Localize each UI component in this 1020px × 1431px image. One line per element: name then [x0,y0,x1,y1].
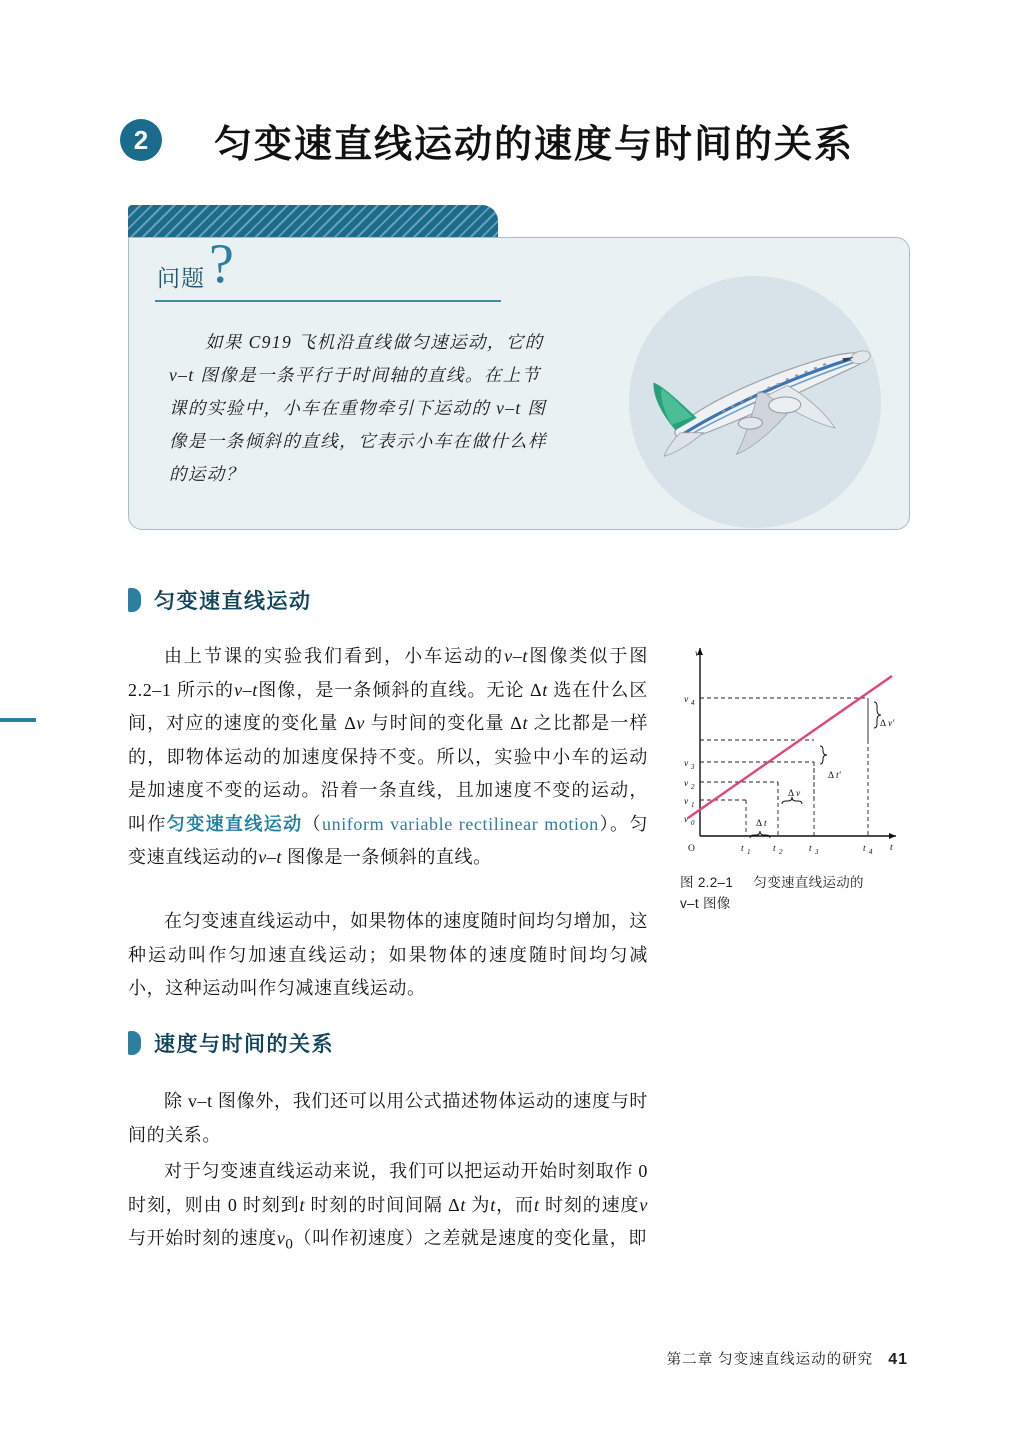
svg-text:v: v [796,789,801,799]
svg-text:v: v [684,759,689,769]
svg-text:v: v [684,815,689,825]
question-box-body [128,233,910,530]
airplane-icon [607,288,907,488]
heading-marker-icon [128,588,141,612]
svg-text:t: t [764,819,767,829]
svg-text:t: t [773,844,776,854]
page-title [120,105,910,175]
svg-text:2: 2 [691,783,695,791]
heading-text: 匀变速直线运动 [154,590,312,613]
svg-text:O: O [688,844,695,854]
heading-text: 速度与时间的关系 [154,1033,334,1056]
svg-text:0: 0 [691,819,695,827]
footer-chapter-text: 第二章 匀变速直线运动的研究 [666,1352,874,1368]
question-box-text: 如果 C919 飞机沿直线做匀速运动，它的 v–t 图像是一条平行于时间轴的直线。在上节课的实验中，小车在重物牵引下运动的 v–t 图像是一条倾斜的直线，它表示小车在做什么样的运动？ [169,332,547,484]
keyword-uniform-variable-motion: 匀变速直线运动 [166,813,303,834]
section-title-text: 匀变速直线运动的速度与时间的关系 [214,123,855,166]
svg-text:4: 4 [869,848,873,855]
paragraph-accel-decel: 在匀变速直线运动中，如果物体的速度随时间均匀增加，这种运动叫作匀加速直线运动；如果物体的速度随时间均匀减小，这种运动叫作匀减速直线运动。 [128,911,648,998]
svg-text:Δ: Δ [788,789,795,799]
section-number-badge: 2 [120,119,162,161]
svg-text:v': v' [888,719,895,729]
svg-text:t: t [863,844,866,854]
paragraph-formula-intro: 除 v–t 图像外，我们还可以用公式描述物体运动的速度与时间的关系。 [128,1091,648,1145]
keyword-english: uniform variable rectilinear motion [322,813,599,834]
heading-marker-icon [128,1031,141,1055]
svg-text:1: 1 [691,801,695,809]
footer-page-number: 41 [888,1351,908,1368]
page-footer [667,1348,908,1369]
paragraph-velocity-change: 对于匀变速直线运动来说，我们可以把运动开始时刻取作 0 时刻，则由 0 时刻到t 时刻的时间间隔 Δt 为t，而t 时刻的速度v 与开始时刻的速度$v_0$（叫作初速度）之差就是速度的变化量，即 [128,1161,649,1253]
svg-text:t: t [809,844,812,854]
figure-caption-number: 图 2.2–1 [680,875,734,890]
svg-text:v: v [684,695,689,705]
svg-text:2: 2 [779,848,783,855]
figure-2-2-1 [668,640,908,914]
svg-text:t': t' [836,771,841,781]
svg-text:v: v [684,779,689,789]
velocity-time-graph [668,640,908,855]
question-box-label: 问题 [157,266,205,291]
svg-text:v: v [695,649,700,659]
question-box-divider [155,300,501,302]
page-edge-marker [0,718,36,722]
heading-uniform-variable-motion [128,585,312,615]
heading-velocity-time-relation [128,1028,334,1058]
svg-text:Δ: Δ [756,819,763,829]
svg-text:3: 3 [691,763,695,771]
svg-text:4: 4 [691,699,695,707]
figure-caption-line2: v–t 图像 [680,896,731,911]
svg-text:t: t [890,843,893,853]
svg-text:Δ: Δ [880,719,887,729]
question-mark-icon: ? [209,233,234,295]
question-box-tab [128,205,498,239]
question-box [128,205,910,530]
figure-caption-line1: 匀变速直线运动的 [753,875,864,890]
svg-text:3: 3 [815,848,819,855]
paragraph-definition: 由上节课的实验我们看到，小车运动的v–t图像类似于图 2.2–1 所示的v–t图像，是一条倾斜的直线。无论 Δt 选在什么区间，对应的速度的变化量 Δv 与时间的变化量 Δt 之比都是一样的，即物体运动的加速度保持不变。所以，实验中小车的运动是加速度不变的运动。沿着一条直线，且加速度不变的运动，叫作匀变速直线运动（uniform variable rectilinear motion）。匀变速直线运动的v–t 图像是一条倾斜的直线。 [128,646,649,867]
figure-caption [668,872,908,914]
svg-text:t: t [741,844,744,854]
svg-text:Δ: Δ [828,771,835,781]
svg-text:v: v [684,797,689,807]
svg-text:1: 1 [747,848,751,855]
